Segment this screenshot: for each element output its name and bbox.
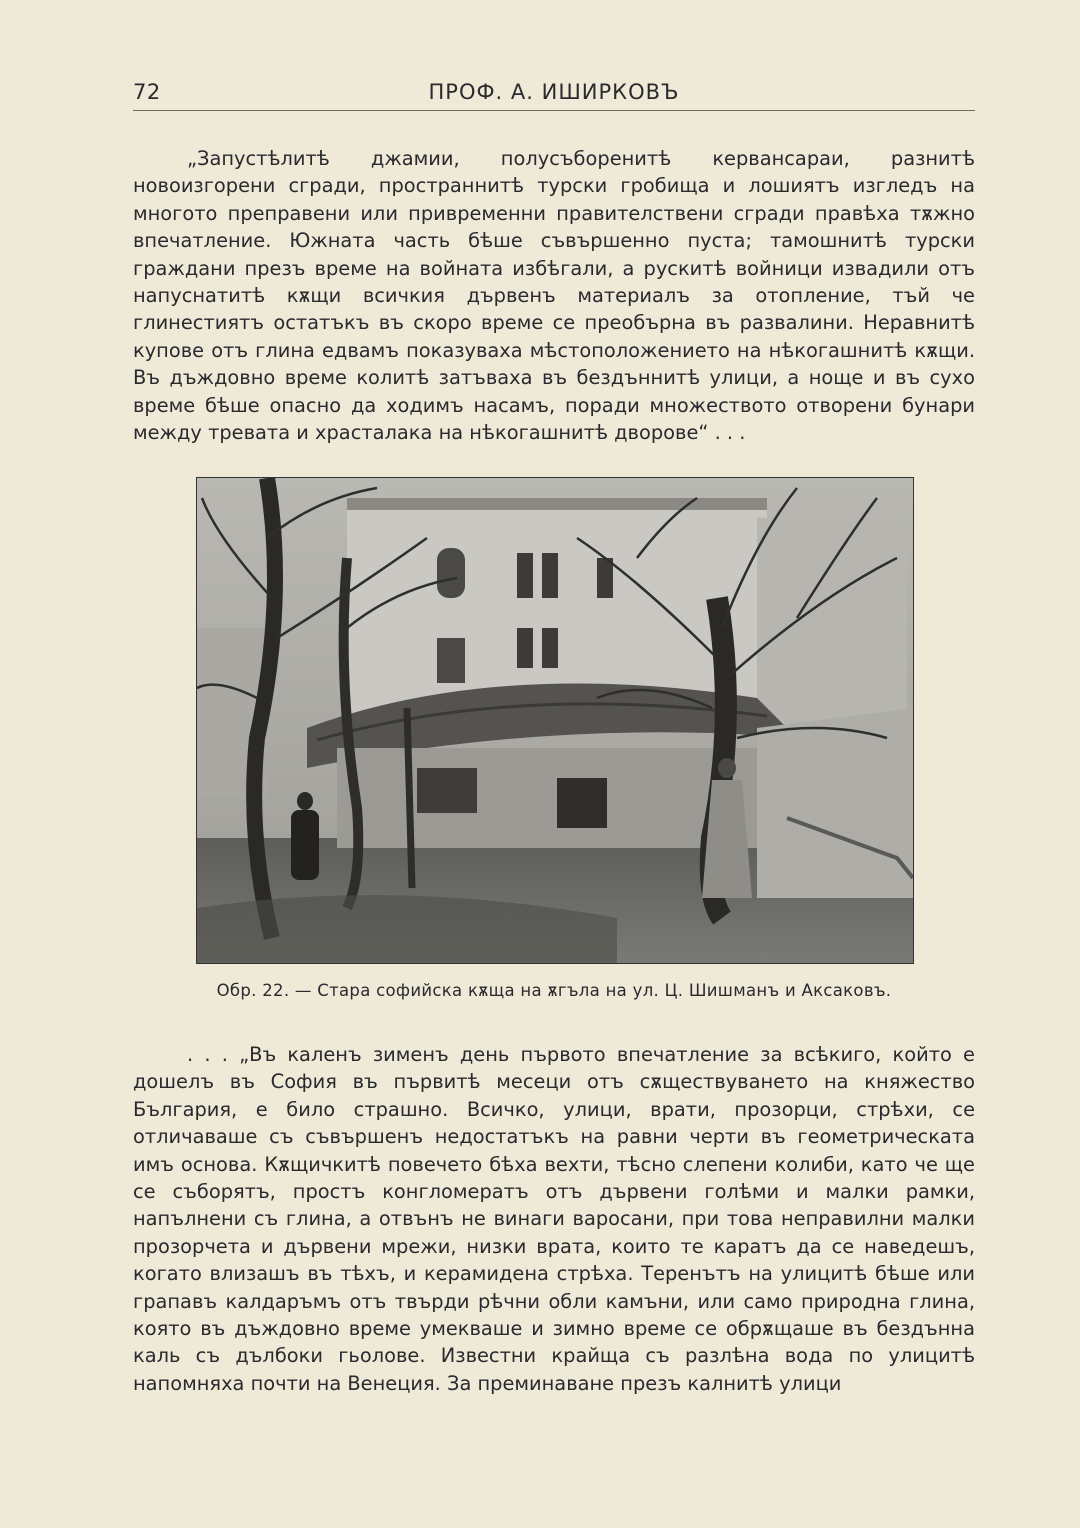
page-header xyxy=(133,78,975,111)
page-number: 72 xyxy=(133,80,161,104)
photo-illustration xyxy=(197,478,913,963)
figure-caption: Обр. 22. — Стара софийска кѫща на ѫгъла на ул. Ц. Шишманъ и Аксаковъ. xyxy=(216,981,892,1000)
running-head: ПРОФ. А. ИШИРКОВЪ xyxy=(428,80,680,104)
paragraph-quote-1: „Запустѣлитѣ джамии, полусъборенитѣ кервансараи, разнитѣ новоизгорени сгради, пространнитѣ турски гробища и лошиятъ изгледъ на многото преправени или привременни правителствени сгради правѣха тѫжно впечатление. Южната часть бѣше съвършенно пуста; тамошнитѣ турски граждани презъ време на войната избѣгали, а рускитѣ войници извадили отъ напуснатитѣ кѫщи всичкия дървенъ материалъ за отопление, тъй че глинестиятъ остатъкъ въ скоро време се преобърна въ развалини. Неравнитѣ купове отъ глина едвамъ показуваха мѣстоположението на нѣкогашнитѣ кѫщи. Въ дъждовно време колитѣ затъваха въ бездъннитѣ улици, а ноще и въ сухо време бѣше опасно да ходимъ насамъ, поради множеството отворени бунари между тревата и храсталака на нѣкогашнитѣ дворове“ . . . xyxy=(133,147,975,445)
paragraph-quote-2: . . . „Въ каленъ зименъ день първото впечатление за всѣкиго, който е дошелъ въ София въ първитѣ месеци отъ сѫществуването на княжество България, е било страшно. Всичко, улици, врати, прозорци, стрѣхи, се отличаваше съ съвършенъ недостатъкъ на равни черти въ геометрическата имъ основа. Кѫщичкитѣ повечето бѣха вехти, тѣсно слепени колиби, като че ще се съборятъ, простъ конгломератъ отъ дървени голѣми и малки рамки, напълнени съ глина, а отвънъ не винаги варосани, при това неправилни малки прозорчета и дървени мрежи, низки врата, които те каратъ да се наведешъ, когато влизашъ въ тѣхъ, и керамидена стрѣха. Теренътъ на улицитѣ бѣше или грапавъ калдаръмъ отъ твърди рѣчни обли камъни, или само природна глина, която въ дъждовно време умекваше и зимно време се обрѫщаше въ бездънна каль съ дълбоки гьолове. Известни крайща съ разлѣна вода по улицитѣ напомняха почти на Венеция. За преминаване презъ калнитѣ улици xyxy=(133,1043,975,1395)
figure-photo-old-house xyxy=(196,477,914,964)
